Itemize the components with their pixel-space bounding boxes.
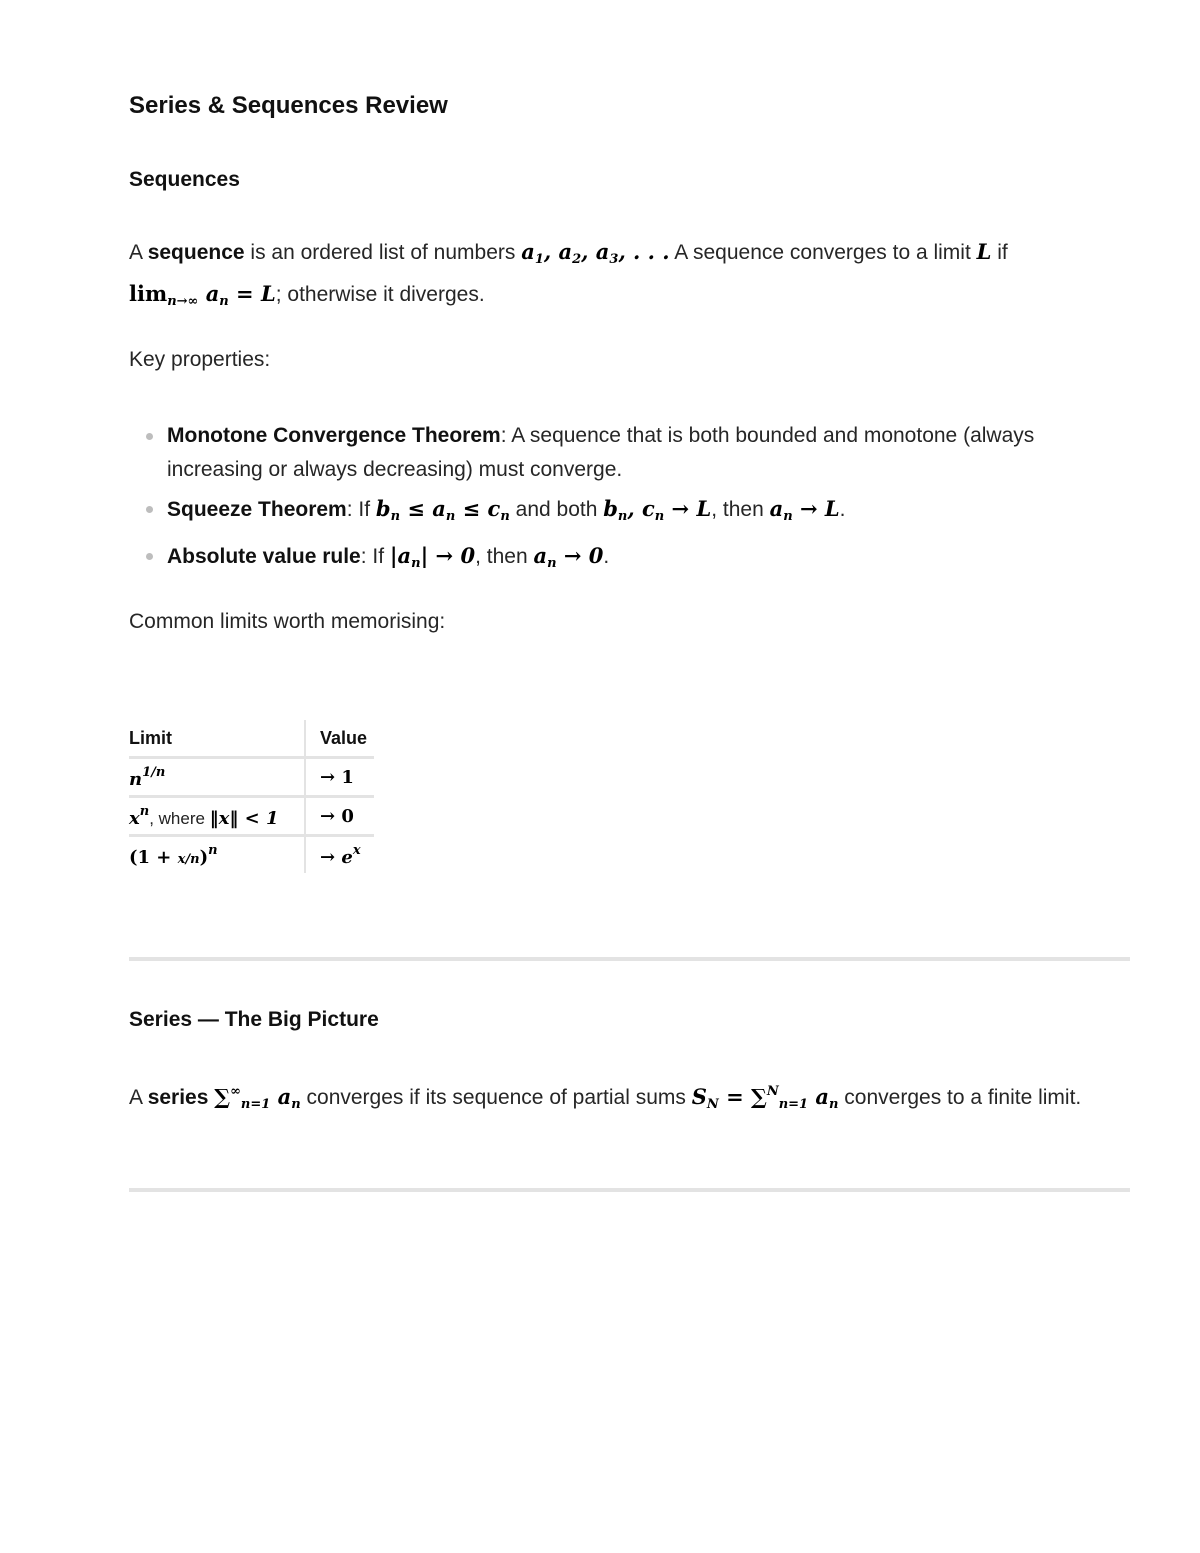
math-squeeze-inequality: $b_n \le a_n \le c_n$ bbox=[375, 496, 510, 524]
math-squeeze-result: $a_n \to L$ bbox=[769, 496, 840, 524]
common-limits-label: Common limits worth memorising: bbox=[129, 610, 446, 633]
math-abs-condition: $|a_n| \to 0$ bbox=[389, 543, 476, 571]
section-divider bbox=[129, 1188, 1130, 1192]
sequence-definition: A sequence is an ordered list of numbers $a_1$, $a_2$, $a_3$, . . . A sequence converges to a limit L if $\lim_{n\to\infty} a_n = L$; otherwise it diverges. bbox=[129, 239, 1008, 309]
math-series-sum: $\sum^\infty_{n=1}$ $a_n$ bbox=[214, 1084, 301, 1112]
list-item: Monotone Convergence Theorem: A sequence that is both bounded and monotone (always increasing or always decreasing) must converge. bbox=[167, 419, 1127, 487]
math-sequence-terms: $a_1$, $a_2$, $a_3$, . . . bbox=[521, 239, 670, 267]
value-cell: → $e^x$ bbox=[305, 836, 374, 874]
column-header-value: Value bbox=[320, 727, 368, 748]
list-item: Squeeze Theorem: If $b_n \le a_n \le c_n$ and both $b_n$, $c_n \to L$, then $a_n \to L$. bbox=[167, 492, 1127, 534]
limit-cell: $x^n$, where ‖x‖ < 1 bbox=[129, 797, 305, 836]
math-limit-L: L bbox=[976, 239, 992, 264]
column-header-limit: Limit bbox=[129, 720, 305, 758]
math-squeeze-bounds: $b_n$, $c_n \to L$ bbox=[603, 496, 712, 524]
series-heading: Series — The Big Picture bbox=[129, 1008, 379, 1031]
value-cell: → 0 bbox=[305, 797, 374, 836]
key-properties-label: Key properties: bbox=[129, 348, 271, 371]
limit-cell: $(1 + x/n)^n$ bbox=[129, 836, 305, 874]
property-term: Absolute value rule bbox=[167, 545, 361, 568]
table-row bbox=[129, 797, 374, 836]
math-limit-expression: $\lim_{n\to\infty} a_n = L$ bbox=[129, 281, 276, 309]
math-abs-result: $a_n \to 0$ bbox=[533, 543, 604, 571]
page-title: Series & Sequences Review bbox=[129, 92, 448, 119]
sequence-term: sequence bbox=[147, 241, 245, 264]
table-row bbox=[129, 758, 374, 797]
math-partial-sum: $S_N = \sum^N_{n=1}$ $a_n$ bbox=[691, 1084, 839, 1112]
common-limits-table bbox=[129, 720, 374, 873]
value-cell: → 1 bbox=[305, 758, 374, 797]
list-item: Absolute value rule: If $|a_n| \to 0$, then $a_n \to 0$. bbox=[167, 539, 1127, 581]
property-term: Squeeze Theorem bbox=[167, 498, 347, 521]
key-properties-list bbox=[167, 419, 1127, 586]
sequences-heading: Sequences bbox=[129, 168, 240, 191]
limit-cell: $n^{1/n}$ bbox=[129, 758, 305, 797]
series-definition: A series $\sum^\infty_{n=1}$ $a_n$ converges if its sequence of partial sums $S_N = \sum^N_{n=1}$ $a_n$ converges to a finite limit. bbox=[129, 1084, 1082, 1112]
series-term: series bbox=[147, 1086, 209, 1109]
table-row bbox=[129, 836, 374, 874]
property-term: Monotone Convergence Theorem bbox=[167, 424, 501, 447]
table-header-row bbox=[129, 720, 374, 758]
section-divider bbox=[129, 957, 1130, 961]
